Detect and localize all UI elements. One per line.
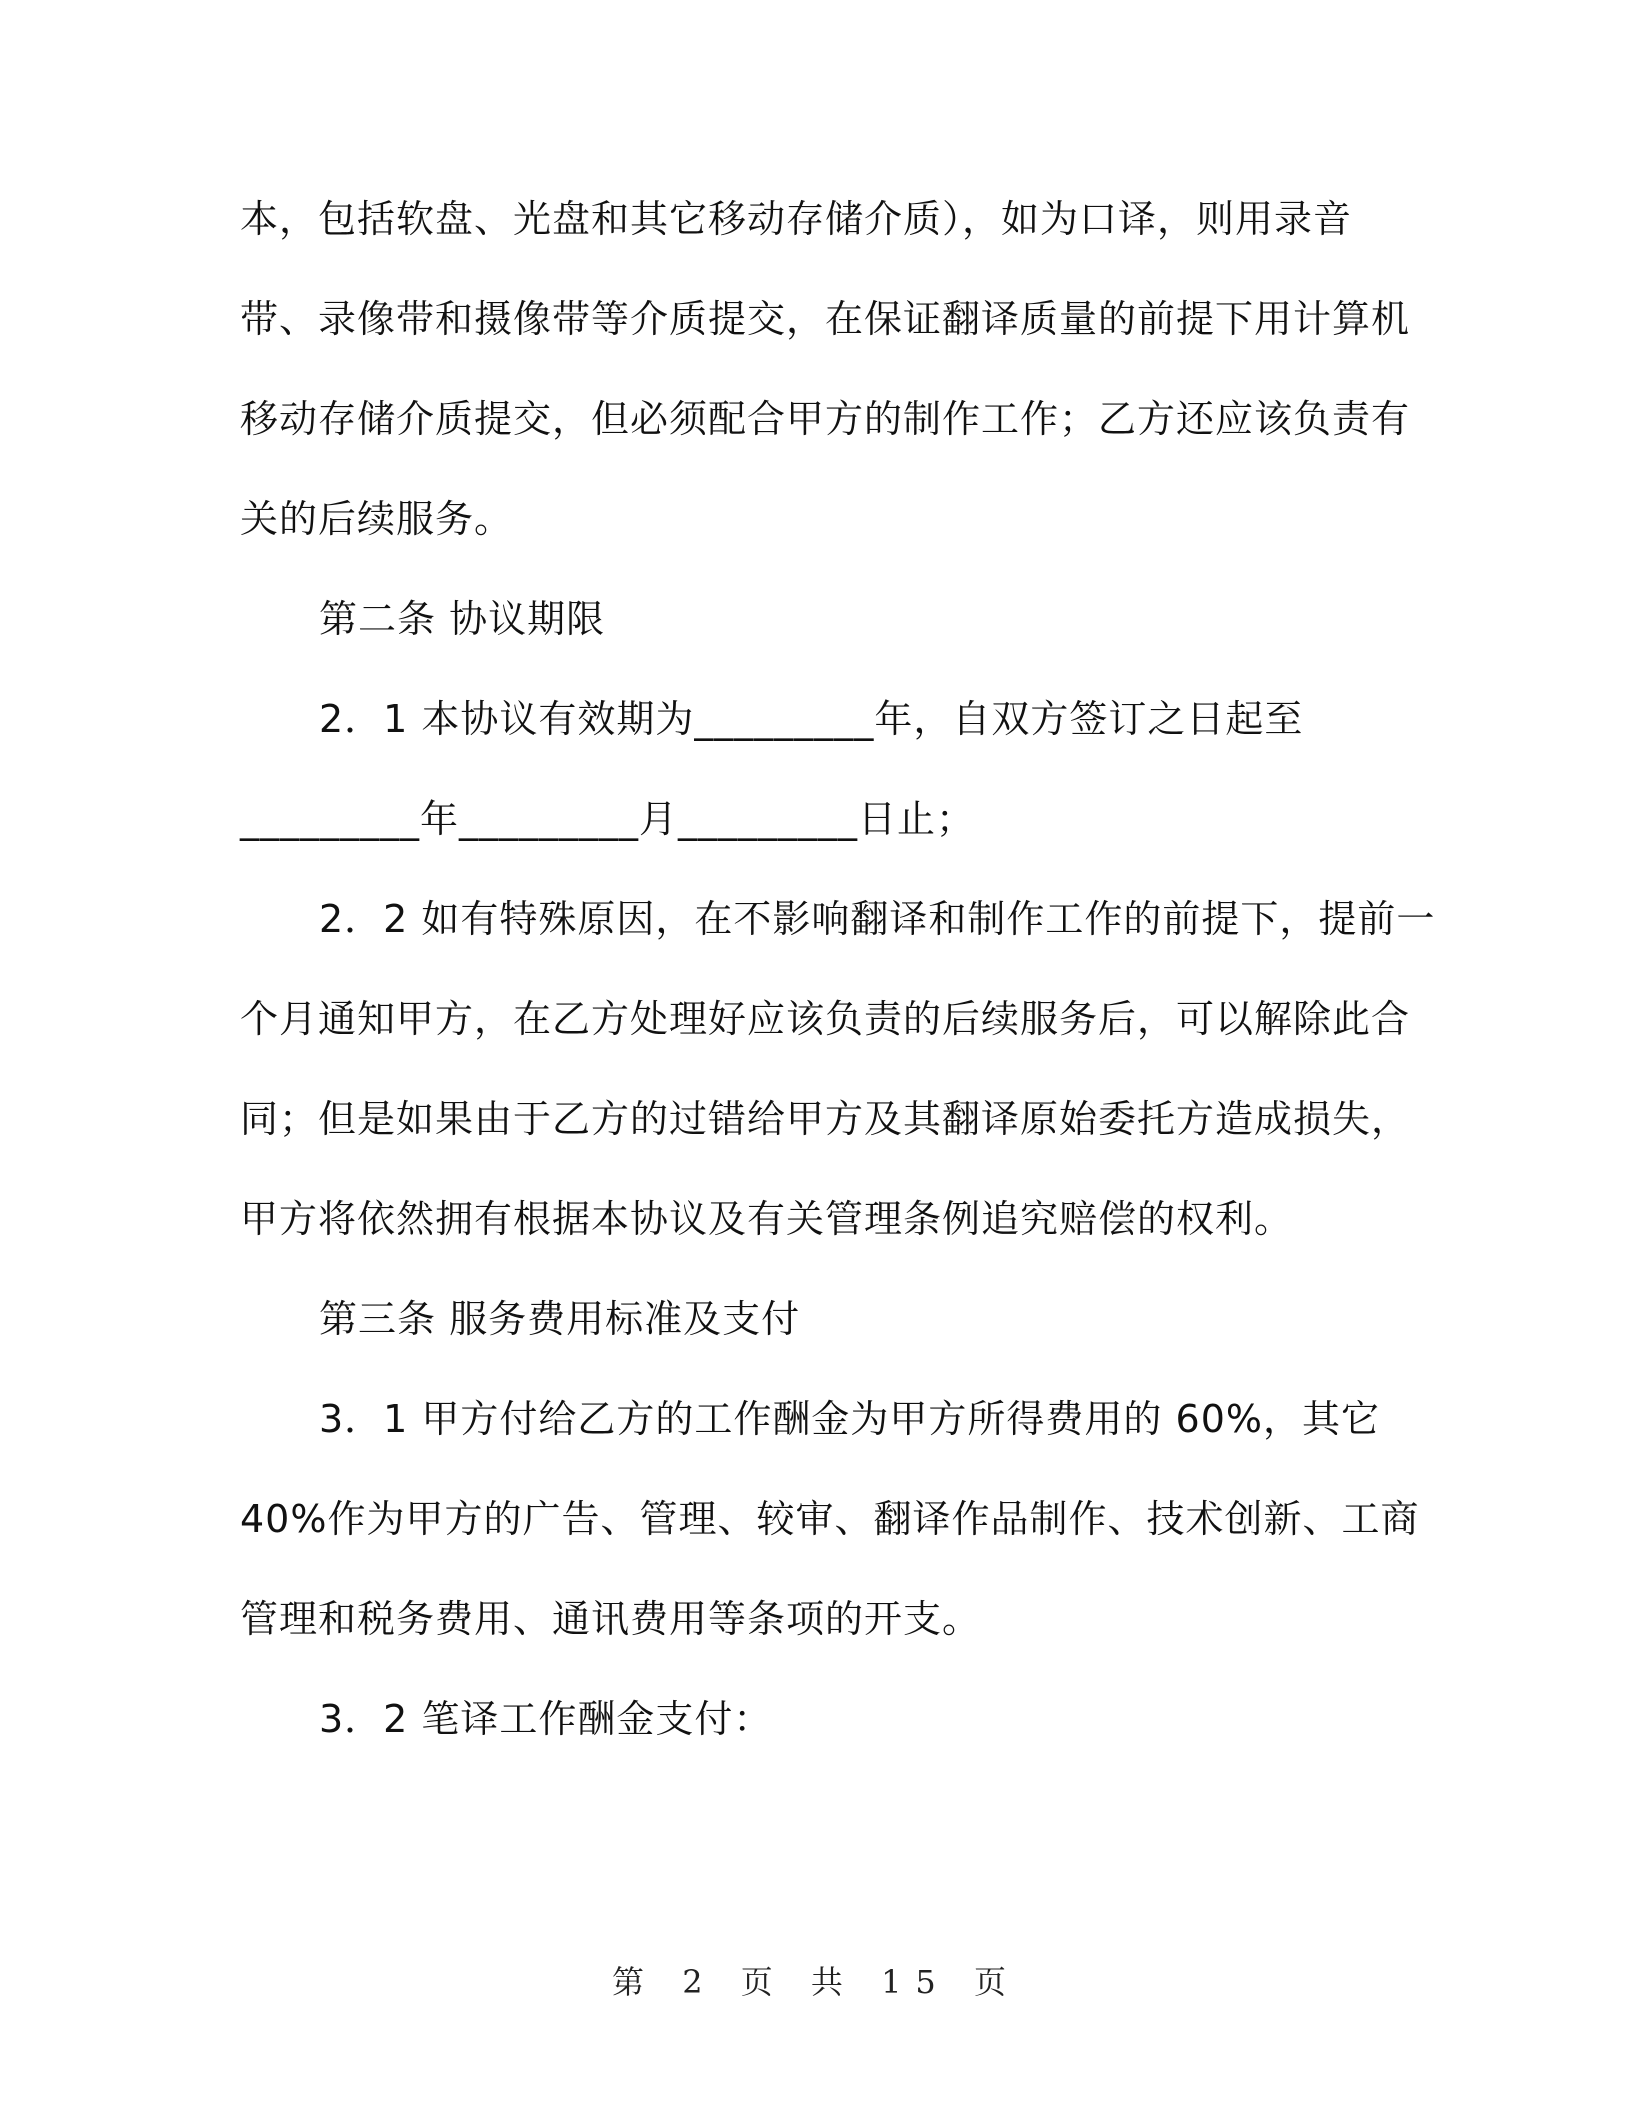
body-text-line: 2．2 如有特殊原因，在不影响翻译和制作工作的前提下，提前一 [319, 897, 1436, 941]
body-text-line: 40%作为甲方的广告、管理、较审、翻译作品制作、技术创新、工商 [240, 1497, 1420, 1541]
body-text-line: 关的后续服务。 [240, 497, 514, 541]
body-text-line: 同；但是如果由于乙方的过错给甲方及其翻译原始委托方造成损失， [240, 1097, 1411, 1141]
section-heading: 第三条 服务费用标准及支付 [319, 1297, 801, 1341]
body-text-line: 个月通知甲方，在乙方处理好应该负责的后续服务后，可以解除此合 [240, 997, 1411, 1041]
body-text-line: 移动存储介质提交，但必须配合甲方的制作工作；乙方还应该负责有 [240, 397, 1411, 441]
page-number-footer: 第 2 页 共 15 页 [612, 1963, 1020, 2001]
body-text-line: 本，包括软盘、光盘和其它移动存储介质），如为口译，则用录音 [240, 197, 1353, 241]
body-text-line: 带、录像带和摄像带等介质提交，在保证翻译质量的前提下用计算机 [240, 297, 1411, 341]
body-text-line: 3．2 笔译工作酬金支付： [319, 1697, 773, 1741]
body-text-line: 2．1 本协议有效期为_________年，自双方签订之日起至 [319, 697, 1304, 741]
body-text-line: 3．1 甲方付给乙方的工作酬金为甲方所得费用的 60%，其它 [319, 1397, 1380, 1441]
body-text-line: _________年_________月_________日止； [240, 797, 976, 841]
body-text-line: 管理和税务费用、通讯费用等条项的开支。 [240, 1597, 982, 1641]
section-heading: 第二条 协议期限 [319, 597, 606, 641]
body-text-line: 甲方将依然拥有根据本协议及有关管理条例追究赔偿的权利。 [240, 1197, 1294, 1241]
